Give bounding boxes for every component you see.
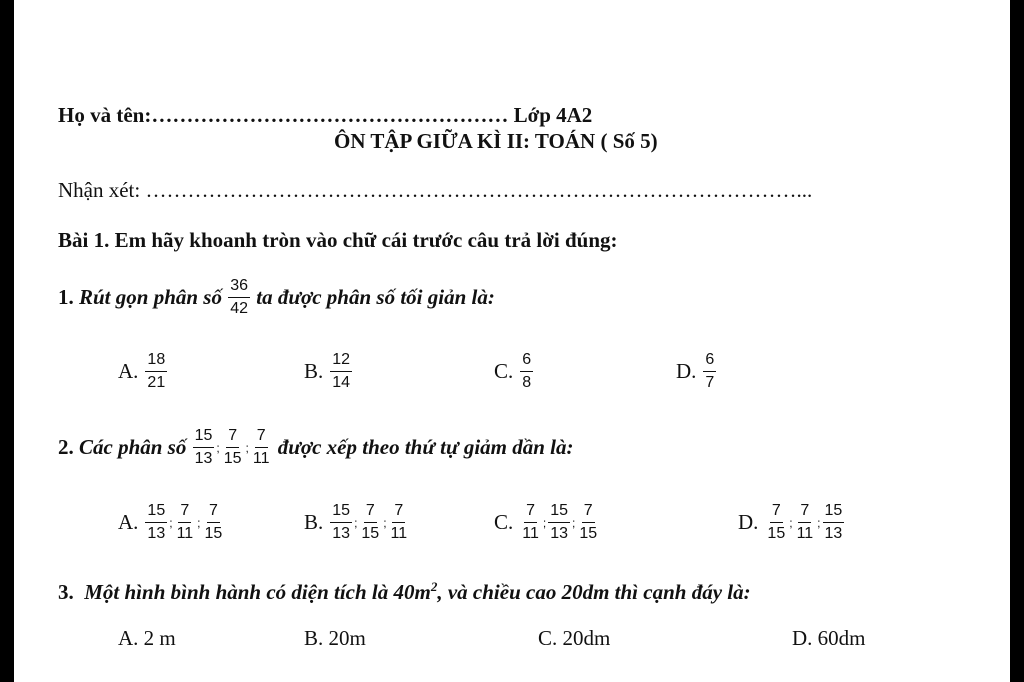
fraction [175,503,196,542]
fraction [330,503,352,542]
fraction [251,428,272,467]
fraction-numerator: 7 [364,503,377,523]
fraction-denominator: 15 [223,450,242,467]
option-label: A. [118,359,139,383]
fraction-separator: ; [216,440,220,455]
fraction-denominator: 42 [230,300,249,317]
fraction-denominator: 13 [147,525,166,542]
fraction-denominator: 15 [767,525,786,542]
fraction-numerator: 12 [330,352,352,372]
fraction-denominator: 11 [390,525,408,542]
fraction [823,503,845,542]
fraction [548,503,570,542]
fraction [795,503,816,542]
question-2-text-before: Các phân số [79,435,187,459]
fraction-separator: ; [245,440,249,455]
page-title: ÔN TẬP GIỮA KÌ II: TOÁN ( Số 5) [334,129,658,153]
comment-dots: …………………………………………………………………………………... [145,178,813,202]
option-label: B. [304,510,324,534]
question-3-text [84,580,750,604]
q2-option-c[interactable] [494,503,600,542]
q3-option-c[interactable]: C. 20dm [538,626,611,650]
fraction-numerator: 6 [703,352,716,372]
worksheet-page [14,0,1010,682]
q1-option-c[interactable] [494,352,534,391]
question-3-text-part2: , và chiều cao 20dm thì cạnh đáy là: [437,580,751,604]
fraction-denominator: 11 [252,450,270,467]
question-1-text-after: ta được phân số tối giản là: [256,285,495,309]
question-1-text-before: Rút gọn phân số [79,285,222,309]
fraction [389,503,410,542]
fraction-numerator: 15 [330,503,352,523]
option-label: A. [118,510,139,534]
fraction-denominator: 11 [522,525,539,542]
fraction-separator: ; [197,515,201,530]
q2-option-a[interactable] [118,503,225,542]
question-3-number: 3. [58,580,74,604]
fraction-numerator: 18 [145,352,167,372]
fraction-numerator: 7 [226,428,239,448]
fraction-separator: ; [572,515,576,530]
fraction [520,503,541,542]
fraction-denominator: 14 [332,374,351,391]
q1-option-d[interactable] [676,352,717,391]
q3-option-a[interactable]: A. 2 m [118,626,176,650]
fraction-numerator: 15 [145,503,167,523]
fraction-numerator: 7 [178,503,191,523]
fraction-denominator: 15 [579,525,598,542]
fraction-numerator: 36 [228,278,250,298]
fraction-numerator: 6 [520,352,533,372]
question-2 [58,428,574,467]
class-label: Lớp 4A2 [513,103,593,127]
name-label: Họ và tên: [58,103,152,127]
option-label: D. [738,510,759,534]
q3-option-b[interactable]: B. 20m [304,626,366,650]
superscript: 2 [430,579,438,594]
fraction [193,428,215,467]
fraction [577,503,599,542]
fraction-denominator: 11 [176,525,194,542]
option-label: B. [304,359,324,383]
name-line [58,105,592,126]
fraction [222,428,244,467]
fraction [520,352,533,391]
option-label: C. [494,510,514,534]
fraction [145,352,167,391]
question-2-number: 2. [58,435,74,459]
option-label: D. [676,359,697,383]
fraction-separator: ; [383,515,387,530]
question-3-text-part1: Một hình bình hành có diện tích là 40m [84,580,431,604]
fraction [330,352,352,391]
question-2-text-after: được xếp theo thứ tự giảm dần là: [277,435,574,459]
fraction [203,503,225,542]
question-1-number: 1. [58,285,74,309]
fraction-denominator: 21 [147,374,166,391]
comment-line [58,180,812,201]
fraction-numerator: 7 [524,503,537,523]
question-1 [58,278,495,317]
fraction-denominator: 13 [824,525,843,542]
fraction-denominator: 8 [522,374,532,391]
fraction-numerator: 15 [193,428,215,448]
fraction-separator: ; [169,515,173,530]
fraction-separator: ; [354,515,358,530]
exercise-title: Bài 1. Em hãy khoanh tròn vào chữ cái trước câu trả lời đúng: [58,228,618,252]
fraction-numerator: 7 [207,503,220,523]
fraction-denominator: 13 [550,525,569,542]
fraction-numerator: 7 [798,503,811,523]
fraction-numerator: 7 [255,428,268,448]
fraction-separator: ; [542,515,547,530]
fraction [765,503,787,542]
fraction [703,352,716,391]
fraction-numerator: 15 [548,503,570,523]
fraction [145,503,167,542]
question-3 [58,580,751,603]
fraction-numerator: 15 [823,503,845,523]
name-dots: …………………………………………… [151,103,509,127]
q1-option-b[interactable] [304,352,353,391]
comment-label: Nhận xét: [58,178,141,202]
fraction-denominator: 7 [705,374,715,391]
fraction-numerator: 7 [582,503,595,523]
fraction-denominator: 15 [361,525,380,542]
fraction [228,278,250,317]
fraction-denominator: 13 [194,450,213,467]
fraction-denominator: 15 [204,525,223,542]
fraction-separator: ; [817,515,821,530]
fraction [359,503,381,542]
q1-option-a[interactable] [118,352,168,391]
fraction-denominator: 11 [796,525,814,542]
option-label: C. [494,359,514,383]
q2-option-d[interactable] [738,503,845,542]
q3-option-d[interactable]: D. 60dm [792,626,866,650]
q2-option-b[interactable] [304,503,410,542]
fraction-denominator: 13 [332,525,351,542]
fraction-numerator: 7 [392,503,405,523]
fraction-numerator: 7 [770,503,783,523]
fraction-separator: ; [789,515,793,530]
